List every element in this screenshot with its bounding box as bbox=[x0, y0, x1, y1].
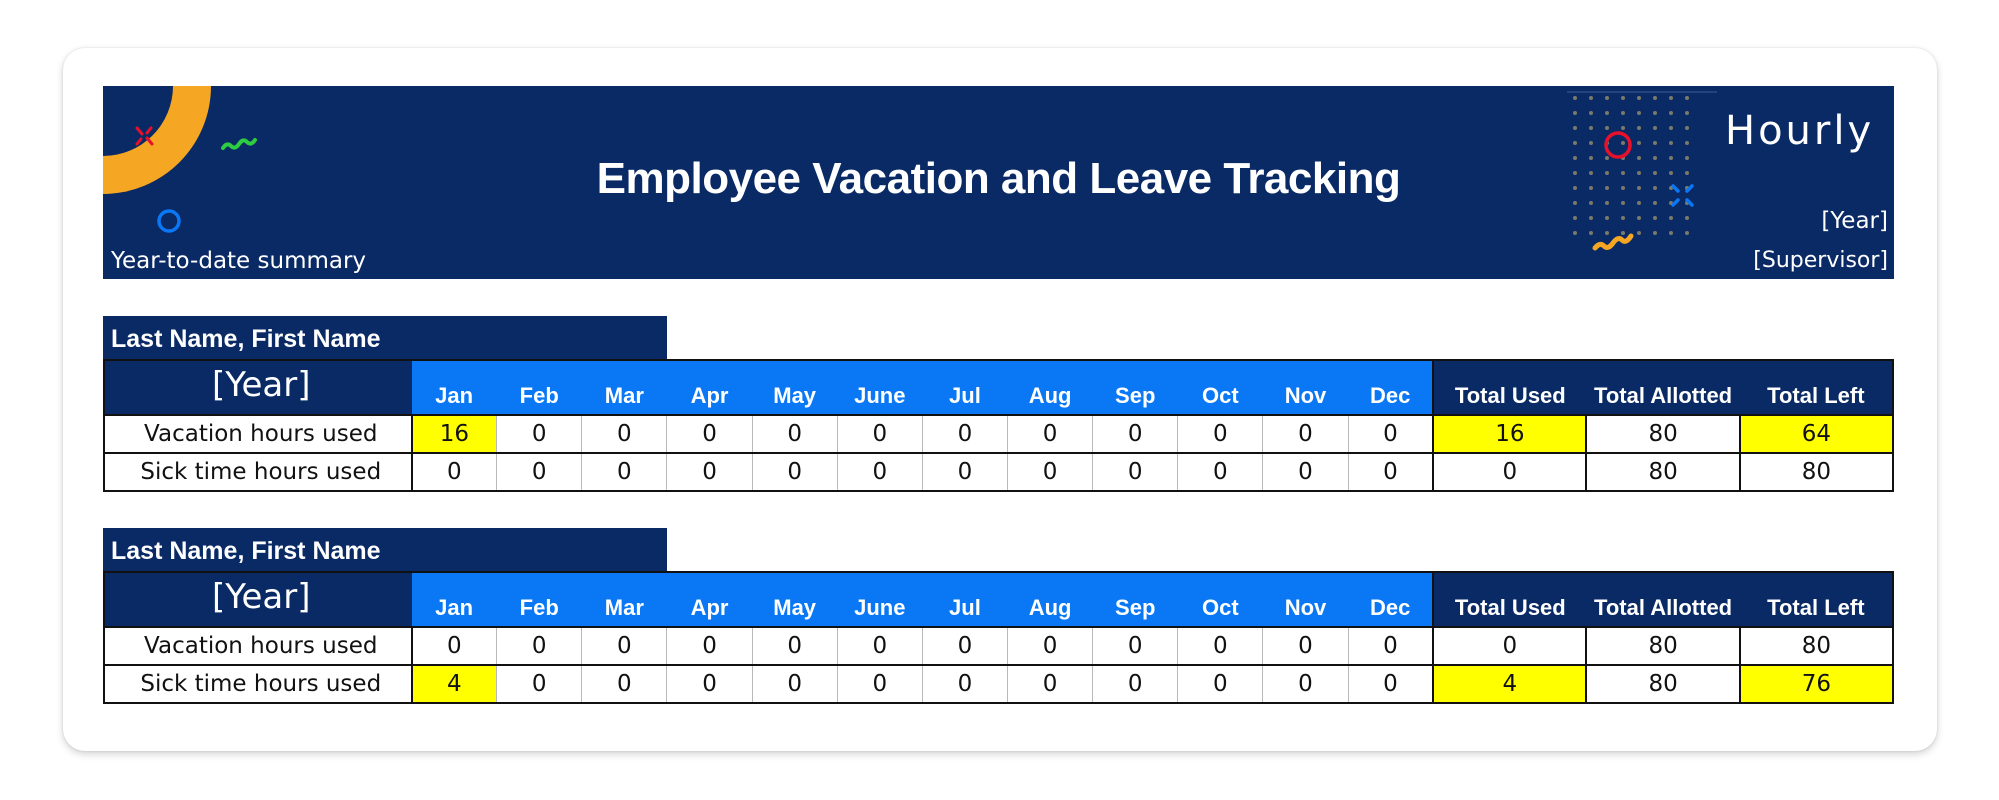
month-header: June bbox=[837, 572, 922, 627]
month-cell[interactable]: 0 bbox=[1093, 665, 1178, 703]
row-label: Vacation hours used bbox=[104, 415, 412, 453]
month-cell[interactable]: 0 bbox=[1008, 665, 1093, 703]
table-header-row bbox=[104, 360, 1893, 415]
total-left-header: Total Left bbox=[1740, 572, 1893, 627]
month-cell[interactable]: 0 bbox=[837, 665, 922, 703]
month-header: Apr bbox=[667, 360, 752, 415]
month-header: Sep bbox=[1093, 572, 1178, 627]
month-cell[interactable]: 0 bbox=[1008, 415, 1093, 453]
header-year[interactable]: [Year] bbox=[1821, 208, 1888, 234]
month-cell[interactable]: 0 bbox=[922, 627, 1007, 665]
table-header-row bbox=[104, 572, 1893, 627]
month-cell[interactable]: 0 bbox=[922, 453, 1007, 491]
row-label: Sick time hours used bbox=[104, 453, 412, 491]
month-cell[interactable]: 0 bbox=[497, 665, 582, 703]
month-header: Dec bbox=[1348, 360, 1433, 415]
month-cell[interactable]: 0 bbox=[837, 453, 922, 491]
page-title: Employee Vacation and Leave Tracking bbox=[596, 154, 1401, 203]
month-cell[interactable]: 0 bbox=[1348, 415, 1433, 453]
header-supervisor[interactable]: [Supervisor] bbox=[1753, 248, 1888, 273]
table-row-vacation bbox=[104, 415, 1893, 453]
month-cell[interactable]: 0 bbox=[1178, 627, 1263, 665]
month-cell[interactable]: 0 bbox=[1348, 453, 1433, 491]
month-header: Nov bbox=[1263, 572, 1348, 627]
total-left-cell[interactable]: 76 bbox=[1740, 665, 1893, 703]
month-cell[interactable]: 0 bbox=[582, 415, 667, 453]
month-header: Mar bbox=[582, 572, 667, 627]
month-header: May bbox=[752, 360, 837, 415]
total-used-cell[interactable]: 4 bbox=[1433, 665, 1586, 703]
month-cell[interactable]: 0 bbox=[1093, 627, 1178, 665]
month-cell[interactable]: 0 bbox=[752, 415, 837, 453]
month-cell[interactable]: 0 bbox=[752, 453, 837, 491]
total-used-cell[interactable]: 0 bbox=[1433, 627, 1586, 665]
total-left-cell[interactable]: 80 bbox=[1740, 627, 1893, 665]
month-cell[interactable]: 0 bbox=[667, 627, 752, 665]
total-used-header: Total Used bbox=[1433, 572, 1586, 627]
month-cell[interactable]: 0 bbox=[752, 627, 837, 665]
month-cell[interactable]: 0 bbox=[1348, 665, 1433, 703]
month-cell[interactable]: 4 bbox=[412, 665, 497, 703]
year-cell[interactable]: [Year] bbox=[104, 360, 412, 415]
month-cell[interactable]: 0 bbox=[667, 665, 752, 703]
month-cell[interactable]: 0 bbox=[497, 453, 582, 491]
month-cell[interactable]: 0 bbox=[1178, 665, 1263, 703]
month-cell[interactable]: 0 bbox=[1008, 453, 1093, 491]
total-left-header: Total Left bbox=[1740, 360, 1893, 415]
leave-table bbox=[103, 359, 1894, 492]
total-allotted-cell[interactable]: 80 bbox=[1586, 627, 1739, 665]
employee-name[interactable]: Last Name, First Name bbox=[103, 528, 667, 571]
month-cell[interactable]: 0 bbox=[582, 453, 667, 491]
month-cell[interactable]: 0 bbox=[1178, 415, 1263, 453]
month-cell[interactable]: 0 bbox=[922, 665, 1007, 703]
year-cell[interactable]: [Year] bbox=[104, 572, 412, 627]
month-cell[interactable]: 0 bbox=[837, 415, 922, 453]
month-header: Oct bbox=[1178, 572, 1263, 627]
table-row-sick bbox=[104, 453, 1893, 491]
page-subtitle: Year-to-date summary bbox=[111, 248, 367, 274]
month-cell[interactable]: 0 bbox=[667, 453, 752, 491]
month-header: Apr bbox=[667, 572, 752, 627]
month-header: Aug bbox=[1008, 360, 1093, 415]
month-header: Jan bbox=[412, 572, 497, 627]
month-cell[interactable]: 0 bbox=[412, 627, 497, 665]
month-header: Oct bbox=[1178, 360, 1263, 415]
total-allotted-header: Total Allotted bbox=[1586, 360, 1739, 415]
decorative-dot-grid-icon bbox=[1567, 86, 1717, 279]
total-used-cell[interactable]: 16 bbox=[1433, 415, 1586, 453]
total-allotted-cell[interactable]: 80 bbox=[1586, 415, 1739, 453]
leave-table bbox=[103, 571, 1894, 704]
month-header: Feb bbox=[497, 572, 582, 627]
month-header: Nov bbox=[1263, 360, 1348, 415]
month-cell[interactable]: 0 bbox=[1178, 453, 1263, 491]
month-cell[interactable]: 0 bbox=[497, 627, 582, 665]
month-header: Jul bbox=[922, 360, 1007, 415]
month-cell[interactable]: 0 bbox=[922, 415, 1007, 453]
brand-name: Hourly bbox=[1725, 108, 1875, 154]
month-cell[interactable]: 0 bbox=[1348, 627, 1433, 665]
month-cell[interactable]: 0 bbox=[1263, 415, 1348, 453]
month-header: May bbox=[752, 572, 837, 627]
month-cell[interactable]: 0 bbox=[837, 627, 922, 665]
month-cell[interactable]: 0 bbox=[1093, 453, 1178, 491]
month-cell[interactable]: 0 bbox=[582, 665, 667, 703]
month-cell[interactable]: 0 bbox=[1263, 453, 1348, 491]
month-cell[interactable]: 0 bbox=[1093, 415, 1178, 453]
month-cell[interactable]: 0 bbox=[412, 453, 497, 491]
total-used-cell[interactable]: 0 bbox=[1433, 453, 1586, 491]
month-cell[interactable]: 0 bbox=[582, 627, 667, 665]
month-header: June bbox=[837, 360, 922, 415]
table-row-vacation bbox=[104, 627, 1893, 665]
row-label: Vacation hours used bbox=[104, 627, 412, 665]
total-used-header: Total Used bbox=[1433, 360, 1586, 415]
month-cell[interactable]: 0 bbox=[1263, 665, 1348, 703]
month-cell[interactable]: 0 bbox=[1263, 627, 1348, 665]
month-header: Mar bbox=[582, 360, 667, 415]
brand-logo bbox=[1725, 108, 1874, 154]
month-cell[interactable]: 0 bbox=[497, 415, 582, 453]
total-allotted-cell[interactable]: 80 bbox=[1586, 453, 1739, 491]
month-header: Sep bbox=[1093, 360, 1178, 415]
row-label: Sick time hours used bbox=[104, 665, 412, 703]
month-cell[interactable]: 0 bbox=[752, 665, 837, 703]
month-header: Jul bbox=[922, 572, 1007, 627]
total-allotted-cell[interactable]: 80 bbox=[1586, 665, 1739, 703]
total-allotted-header: Total Allotted bbox=[1586, 572, 1739, 627]
month-cell[interactable]: 0 bbox=[667, 415, 752, 453]
table-row-sick bbox=[104, 665, 1893, 703]
month-header: Feb bbox=[497, 360, 582, 415]
total-left-cell[interactable]: 80 bbox=[1740, 453, 1893, 491]
month-header: Dec bbox=[1348, 572, 1433, 627]
month-cell[interactable]: 16 bbox=[412, 415, 497, 453]
month-header: Aug bbox=[1008, 572, 1093, 627]
total-left-cell[interactable]: 64 bbox=[1740, 415, 1893, 453]
header-banner bbox=[103, 86, 1894, 279]
month-cell[interactable]: 0 bbox=[1008, 627, 1093, 665]
employee-name[interactable]: Last Name, First Name bbox=[103, 316, 667, 359]
month-header: Jan bbox=[412, 360, 497, 415]
